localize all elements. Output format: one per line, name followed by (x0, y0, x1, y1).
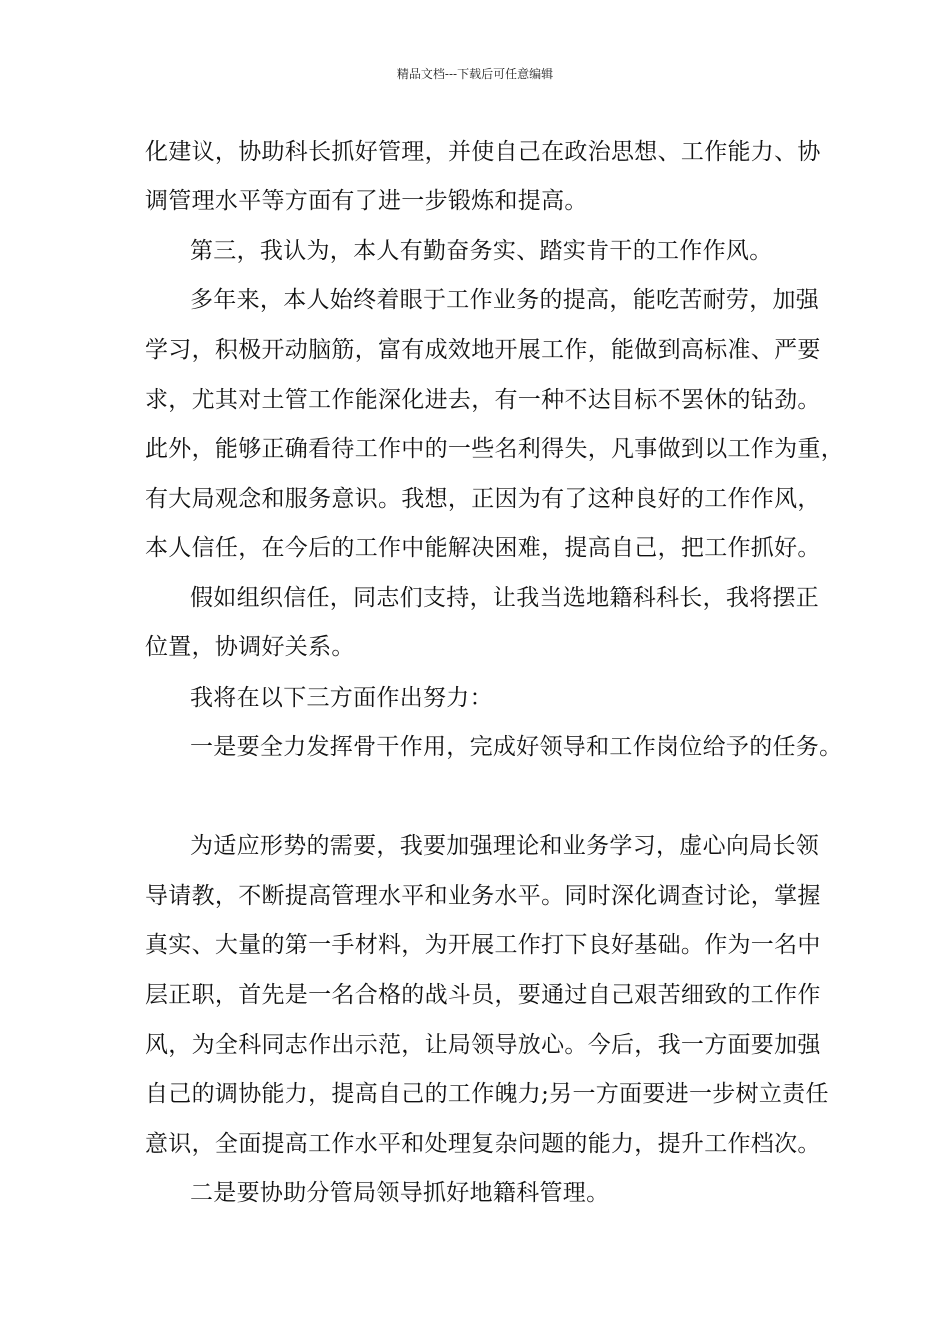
text-line: 本人信任，在今后的工作中能解决困难，提高自己，把工作抓好。 (145, 535, 821, 561)
text-line: 真实、大量的第一手材料，为开展工作打下良好基础。作为一名中 (145, 932, 821, 958)
paragraph-start: 为适应形势的需要，我要加强理论和业务学习，虚心向局长领 (190, 833, 820, 859)
text-line: 层正职，首先是一名合格的战斗员，要通过自己艰苦细致的工作作 (145, 982, 821, 1008)
text-line: 位置，协调好关系。 (145, 634, 355, 660)
text-line: 风，为全科同志作出示范，让局领导放心。今后，我一方面要加强 (145, 1032, 821, 1058)
text-line: 学习，积极开动脑筋，富有成效地开展工作，能做到高标准、严要 (145, 337, 821, 363)
text-line: 求，尤其对土管工作能深化进去，有一种不达目标不罢休的钻劲。 (145, 387, 821, 413)
text-line: 导请教，不断提高管理水平和业务水平。同时深化调查讨论，掌握 (145, 883, 821, 909)
paragraph-start: 多年来，本人始终着眼于工作业务的提高，能吃苦耐劳，加强 (190, 287, 820, 313)
text-line: 意识，全面提高工作水平和处理复杂问题的能力，提升工作档次。 (145, 1131, 821, 1157)
text-line: 自己的调协能力，提高自己的工作魄力;另一方面要进一步树立责任 (145, 1081, 829, 1107)
paragraph-start: 假如组织信任，同志们支持，让我当选地籍科科长，我将摆正 (190, 585, 820, 611)
text-line: 调管理水平等方面有了进一步锻炼和提高。 (145, 188, 588, 214)
paragraph-start: 我将在以下三方面作出努力： (190, 685, 493, 711)
page-header: 精品文档---下载后可任意编辑 (396, 67, 554, 81)
text-line: 化建议，协助科长抓好管理，并使自己在政治思想、工作能力、协 (145, 139, 821, 165)
paragraph-start: 一是要全力发挥骨干作用，完成好领导和工作岗位给予的任务。 (190, 734, 843, 760)
paragraph-start: 二是要协助分管局领导抓好地籍科管理。 (190, 1180, 610, 1206)
text-line: 此外，能够正确看待工作中的一些名利得失，凡事做到以工作为重， (145, 436, 844, 462)
paragraph-start: 第三，我认为，本人有勤奋务实、踏实肯干的工作作风。 (190, 238, 773, 264)
text-line: 有大局观念和服务意识。我想，正因为有了这种良好的工作作风， (145, 486, 821, 512)
